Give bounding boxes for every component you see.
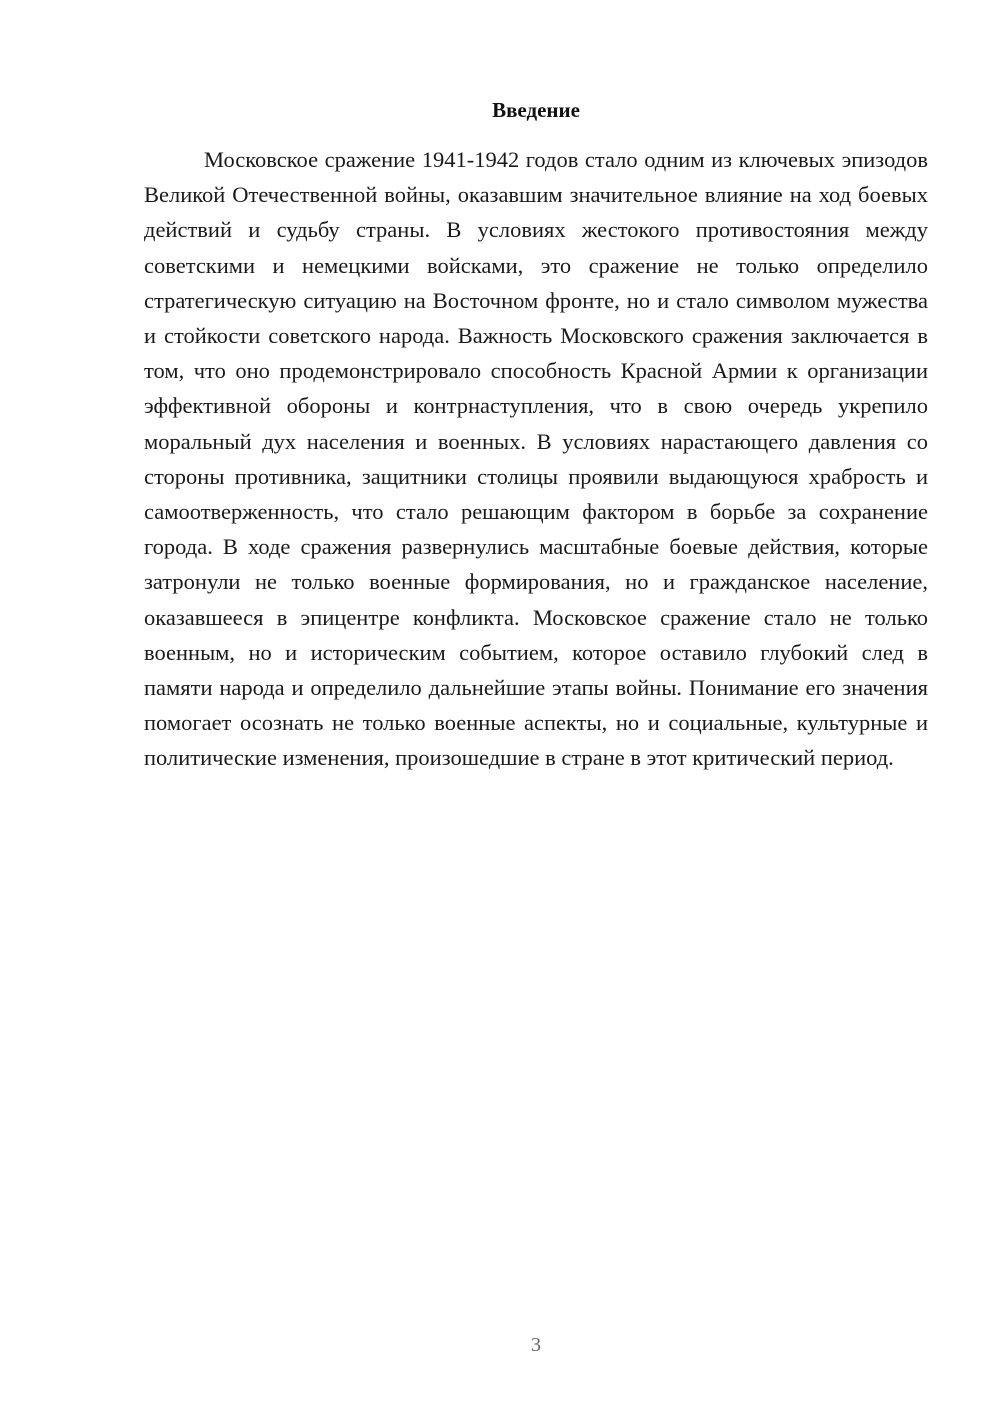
page-number: 3 [531, 1334, 541, 1356]
section-heading: Введение [492, 98, 580, 122]
body-paragraph: Московское сражение 1941-1942 годов стало одним из ключевых эпизодов Великой Отечественной войны, оказавшим значительное влияние на ход боевых действий и судьбу страны. В условиях жестокого противостояния между советскими и немецкими войсками, это сражение не только определило стратегическую ситуацию на Восточном фронте, но и стало символом мужества и стойкости советского народа. Важность Московского сражения заключается в том, что оно продемонстрировало способность Красной Армии к организации эффективной обороны и контрнаступления, что в свою очередь укрепило моральный дух населения и военных. В условиях нарастающего давления со стороны противника, защитники столицы проявили выдающуюся храбрость и самоотверженность, что стало решающим фактором в борьбе за сохранение города. В ходе сражения развернулись масштабные боевые действия, которые затронули не только военные формирования, но и гражданское население, оказавшееся в эпицентре конфликта. Московское сражение стало не только военным, но и историческим событием, которое оставило глубокий след в памяти народа и определило дальнейшие этапы войны. Понимание его значения помогает осознать не только военные аспекты, но и социальные, культурные и политические изменения, произошедшие в стране в этот критический период. [144, 147, 928, 771]
